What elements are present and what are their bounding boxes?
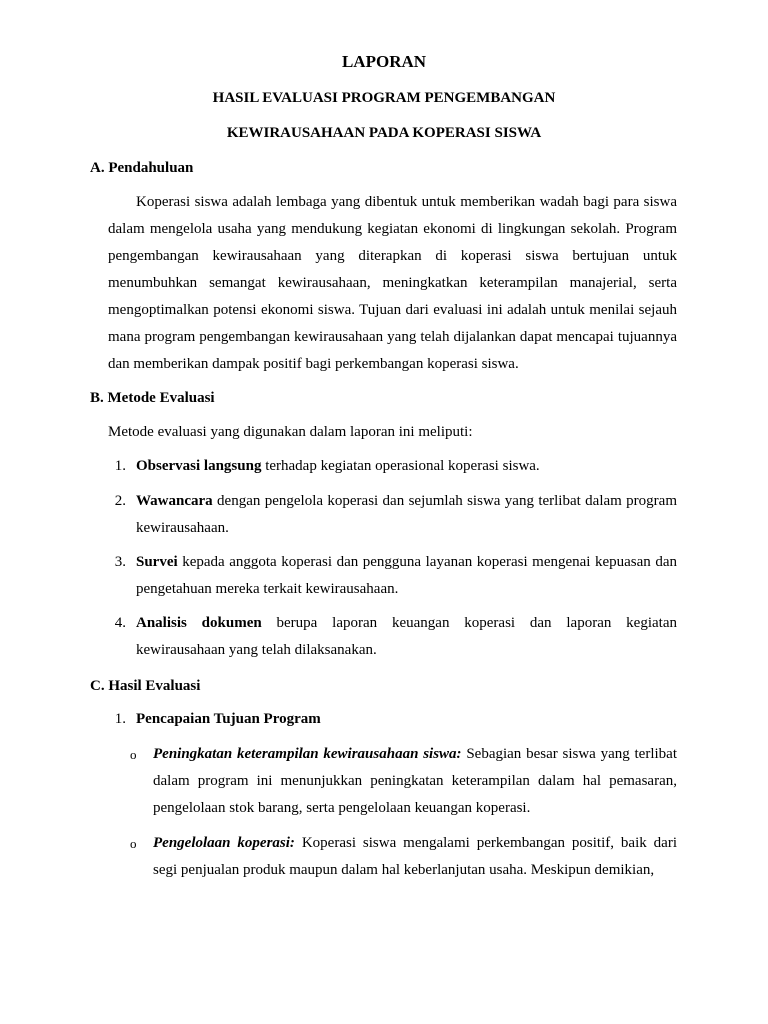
list-number: 2. xyxy=(114,493,126,509)
method-item-label: Survei xyxy=(136,554,178,570)
report-subtitle-line2: KEWIRAUSAHAAN PADA KOPERASI SISWA xyxy=(226,125,542,141)
method-item-label: Analisis dokumen xyxy=(136,615,262,631)
section-a-heading: A. Pendahuluan xyxy=(90,160,194,176)
section-c-heading: C. Hasil Evaluasi xyxy=(90,678,201,694)
method-item xyxy=(136,610,677,664)
result-bullet-colon: : xyxy=(456,746,462,762)
list-number: 4. xyxy=(114,615,126,631)
section-b-intro: Metode evaluasi yang digunakan dalam laporan ini meliputi: xyxy=(108,424,473,440)
result-bullet-label: Pengelolaan koperasi xyxy=(153,835,290,851)
method-item-label: Wawancara xyxy=(136,493,213,509)
bullet-marker: o xyxy=(130,747,137,762)
list-number: 1. xyxy=(114,458,126,474)
result-bullet-item xyxy=(153,830,677,884)
result-bullet-text: Koperasi siswa mengalami perkembangan positif, baik dari segi penjualan produk maupun dalam hal keberlanjutan usaha. Meskipun demikian, xyxy=(153,835,677,878)
method-item xyxy=(136,488,677,542)
list-number: 3. xyxy=(114,554,126,570)
method-item xyxy=(136,549,677,603)
result-bullet-item xyxy=(153,741,677,822)
method-item-text: terhadap kegiatan operasional koperasi siswa. xyxy=(261,458,540,474)
bullet-marker: o xyxy=(130,836,137,851)
method-item xyxy=(136,453,677,480)
result-bullet-colon: : xyxy=(289,835,295,851)
report-title: LAPORAN xyxy=(341,52,427,71)
method-item-text: kepada anggota koperasi dan pengguna layanan koperasi mengenai kepuasan dan pengetahuan mereka terkait kewirausahaan. xyxy=(136,554,677,597)
method-item-text: berupa laporan keuangan koperasi dan laporan kegiatan kewirausahaan yang telah dilaksanakan. xyxy=(136,615,677,658)
section-b-heading: B. Metode Evaluasi xyxy=(90,390,215,406)
result-bullet-text: Sebagian besar siswa yang terlibat dalam program ini menunjukkan peningkatan keterampilan dalam hal pemasaran, pengelolaan stok barang, serta pengelolaan keuangan koperasi. xyxy=(153,746,677,816)
subsection-title: Pencapaian Tujuan Program xyxy=(136,711,321,727)
result-bullet-label: Peningkatan keterampilan kewirausahaan siswa xyxy=(153,746,457,762)
report-subtitle-line1: HASIL EVALUASI PROGRAM PENGEMBANGAN xyxy=(212,90,556,106)
section-a-paragraph: Koperasi siswa adalah lembaga yang dibentuk untuk memberikan wadah bagi para siswa dalam mengelola usaha yang mendukung kegiatan ekonomi di lingkungan sekolah. Program pengembangan kewirausahaan yang diterapkan di koperasi siswa bertujuan untuk menumbuhkan semangat kewirausahaan, meningkatkan keterampilan manajerial, serta mengoptimalkan potensi ekonomi siswa. Tujuan dari evaluasi ini adalah untuk menilai sejauh mana program pengembangan kewirausahaan yang telah dijalankan dapat mencapai tujuannya dan memberikan dampak positif bagi perkembangan koperasi siswa. xyxy=(108,194,677,372)
list-number: 1. xyxy=(114,711,126,727)
method-item-text: dengan pengelola koperasi dan sejumlah siswa yang terlibat dalam program kewirausahaan. xyxy=(136,493,677,536)
method-item-label: Observasi langsung xyxy=(136,458,262,474)
